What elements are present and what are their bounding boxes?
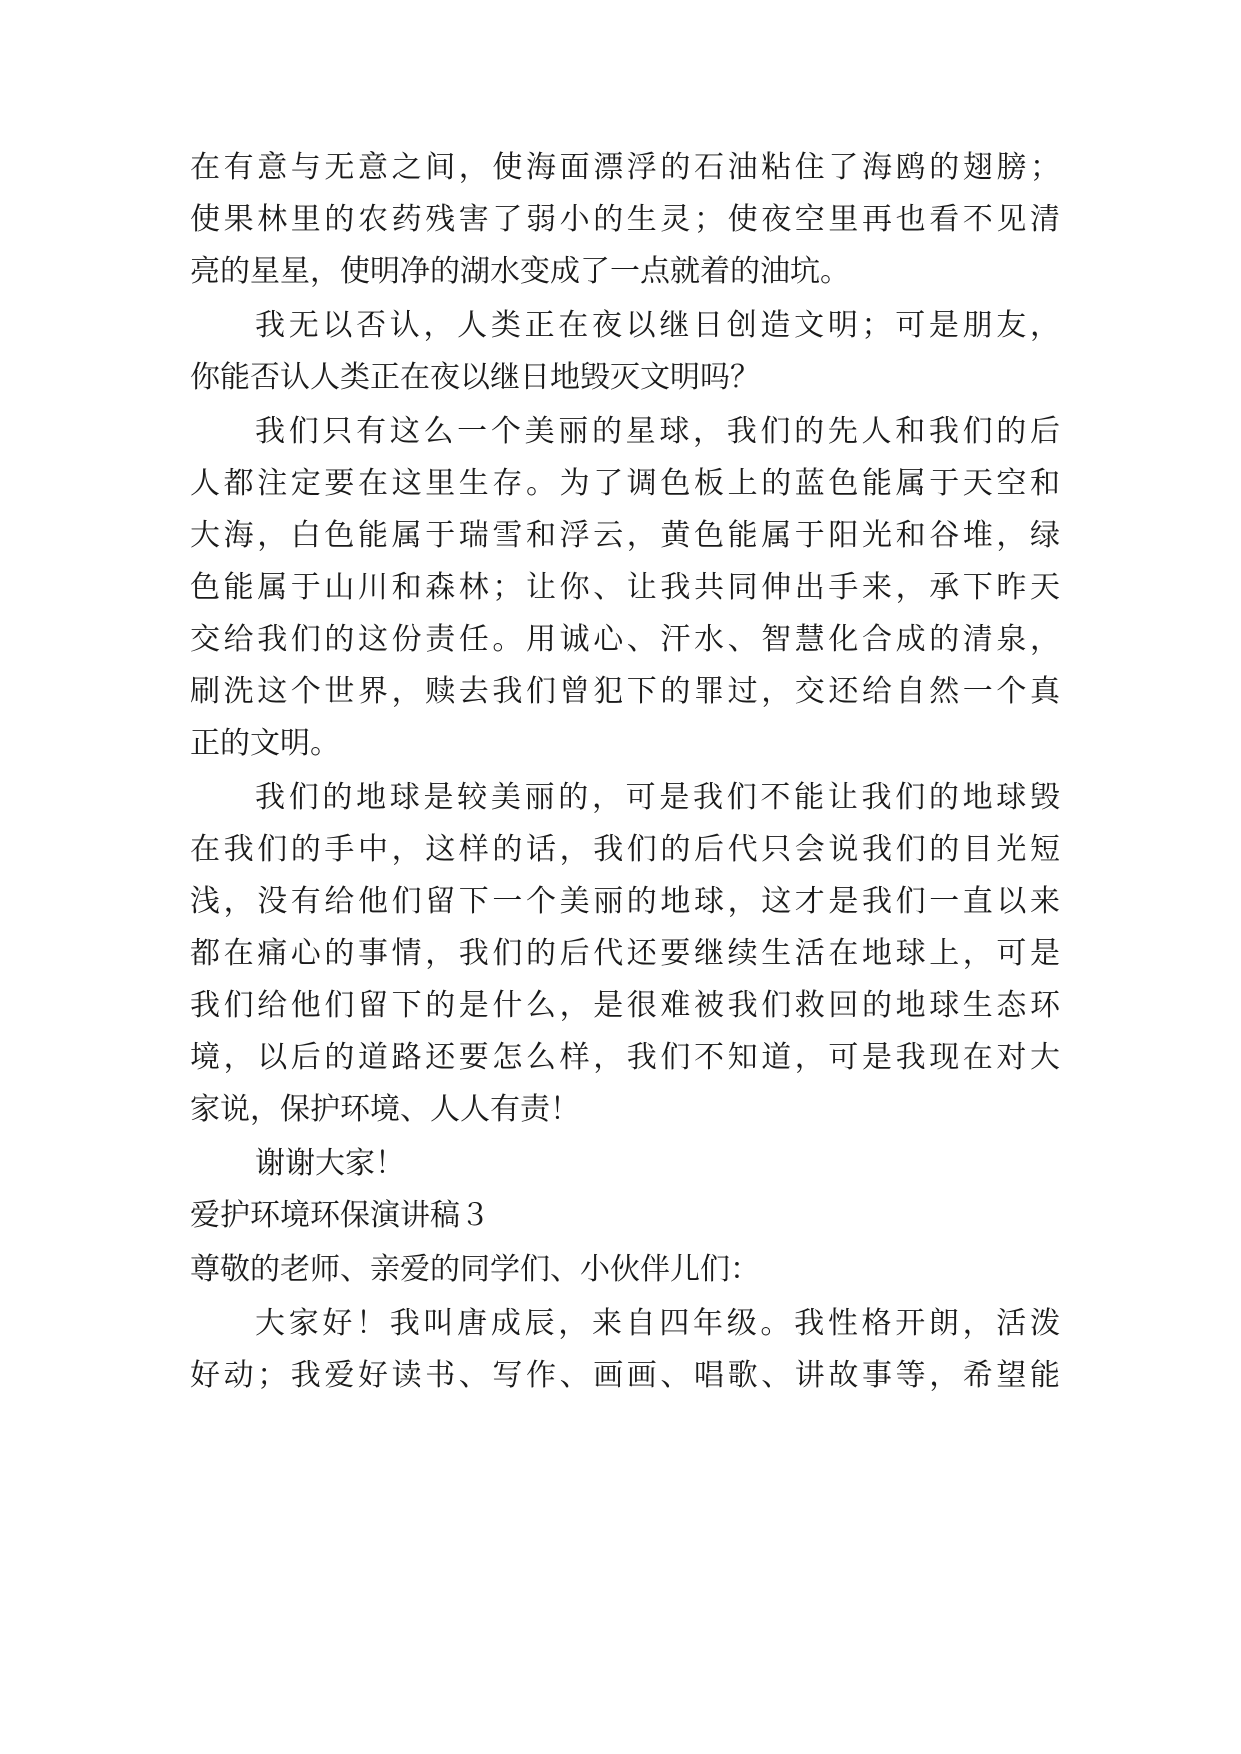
text-line: 都在痛心的事情，我们的后代还要继续生活在地球上，可是 <box>190 936 1060 971</box>
text-line: 人都注定要在这里生存。为了调色板上的蓝色能属于天空和 <box>190 466 1060 501</box>
text-line: 色能属于山川和森林；让你、让我共同伸出手来，承下昨天 <box>190 570 1060 605</box>
text-line: 刷洗这个世界，赎去我们曾犯下的罪过，交还给自然一个真 <box>190 674 1060 709</box>
text-line: 谢谢大家！ <box>255 1146 405 1181</box>
text-line: 我们给他们留下的是什么，是很难被我们救回的地球生态环 <box>190 988 1060 1023</box>
text-line: 亮的星星，使明净的湖水变成了一点就着的油坑。 <box>190 254 850 289</box>
text-line: 我们只有这么一个美丽的星球，我们的先人和我们的后 <box>255 414 1060 449</box>
text-line: 正的文明。 <box>190 726 340 761</box>
text-line: 在有意与无意之间，使海面漂浮的石油粘住了海鸥的翅膀； <box>190 150 1060 185</box>
text-line: 浅，没有给他们留下一个美丽的地球，这才是我们一直以来 <box>190 884 1060 919</box>
text-line: 好动；我爱好读书、写作、画画、唱歌、讲故事等，希望能 <box>190 1358 1060 1393</box>
text-line: 在我们的手中，这样的话，我们的后代只会说我们的目光短 <box>190 832 1060 867</box>
text-line: 境，以后的道路还要怎么样，我们不知道，可是我现在对大 <box>190 1040 1060 1075</box>
text-line: 大家好！我叫唐成辰，来自四年级。我性格开朗，活泼 <box>255 1306 1060 1341</box>
text-line: 使果林里的农药残害了弱小的生灵；使夜空里再也看不见清 <box>190 202 1060 237</box>
text-line: 我们的地球是较美丽的，可是我们不能让我们的地球毁 <box>255 780 1060 815</box>
text-line: 家说，保护环境、人人有责！ <box>190 1092 580 1127</box>
section-heading: 爱护环境环保演讲稿３ <box>190 1198 490 1233</box>
salutation: 尊敬的老师、亲爱的同学们、小伙伴儿们： <box>190 1252 760 1287</box>
text-line: 大海，白色能属于瑞雪和浮云，黄色能属于阳光和谷堆，绿 <box>190 518 1060 553</box>
text-line: 你能否认人类正在夜以继日地毁灭文明吗？ <box>190 360 760 395</box>
text-line: 我无以否认，人类正在夜以继日创造文明；可是朋友， <box>255 308 1060 343</box>
text-line: 交给我们的这份责任。用诚心、汗水、智慧化合成的清泉， <box>190 622 1060 657</box>
